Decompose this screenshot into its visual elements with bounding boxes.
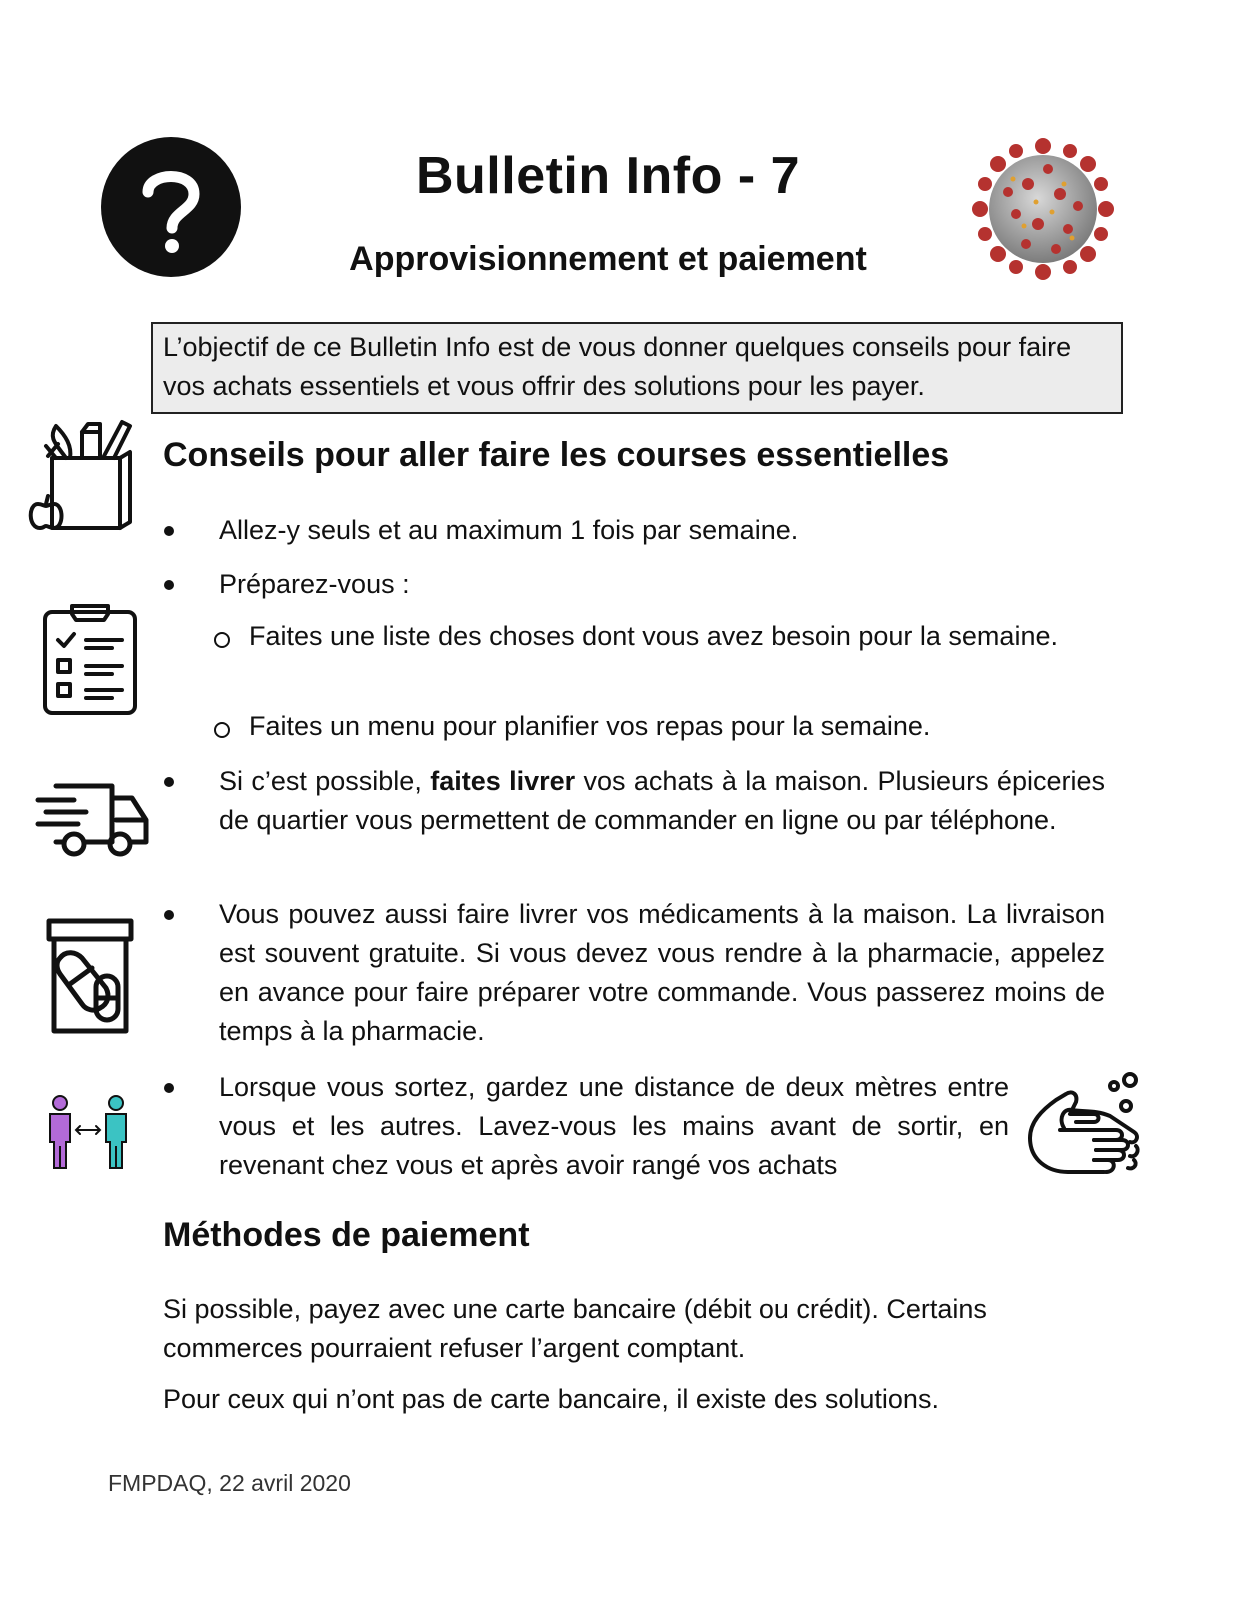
checklist-icon <box>42 602 138 716</box>
bullet <box>164 580 174 590</box>
footer: FMPDAQ, 22 avril 2020 <box>108 1470 351 1496</box>
question-icon <box>100 136 242 278</box>
list-item: Lorsque vous sortez, gardez une distance de deux mètres entre vous et les autres. Lavez-vous les mains avant de sortir, en revenant chez vous et après avoir rangé vos achats <box>219 1072 1009 1180</box>
delivery-truck-icon <box>34 780 150 860</box>
list-subitem: Faites une liste des choses dont vous avez besoin pour la semaine. <box>249 621 1058 651</box>
coronavirus-icon <box>968 134 1118 284</box>
bullet <box>164 526 174 536</box>
social-distance-icon <box>44 1094 134 1170</box>
page-title: Bulletin Info - 7 <box>415 147 801 205</box>
objective-box: L’objectif de ce Bulletin Info est de vous donner quelques conseils pour faire vos achats essentiels et vous offrir des solutions pour les payer. <box>151 322 1123 414</box>
list-item: Préparez-vous : <box>219 569 410 599</box>
emphasis-text: faites livrer <box>430 766 576 796</box>
section-heading-methodes: Méthodes de paiement <box>163 1216 530 1254</box>
bullet <box>164 1083 174 1093</box>
bullet <box>164 910 174 920</box>
sub-bullet <box>214 722 230 738</box>
section-heading-conseils: Conseils pour aller faire les courses essentielles <box>163 436 950 474</box>
paragraph: Pour ceux qui n’ont pas de carte bancaire, il existe des solutions. <box>163 1384 939 1414</box>
sub-bullet <box>214 632 230 648</box>
paragraph: Si possible, payez avec une carte bancaire (débit ou crédit). Certains commerces pourraient refuser l’argent comptant. <box>163 1294 987 1363</box>
grocery-bag-icon <box>26 416 136 534</box>
list-item: Allez-y seuls et au maximum 1 fois par semaine. <box>219 515 799 545</box>
list-subitem: Faites un menu pour planifier vos repas pour la semaine. <box>249 711 931 741</box>
pill-bottle-icon <box>46 918 134 1034</box>
page-subtitle: Approvisionnement et paiement <box>349 240 867 278</box>
list-item: Si c’est possible, faites livrer vos achats à la maison. Plusieurs épiceries de quartier vous permettent de commander en ligne ou par téléphone. <box>219 766 1105 835</box>
bullet <box>164 777 174 787</box>
hand-washing-icon <box>1024 1070 1142 1180</box>
list-item: Vous pouvez aussi faire livrer vos médicaments à la maison. La livraison est souvent gratuite. Si vous devez vous rendre à la pharmacie, appelez en avance pour faire préparer votre commande. Vous passerez moins de temps à la pharmacie. <box>219 899 1105 1046</box>
